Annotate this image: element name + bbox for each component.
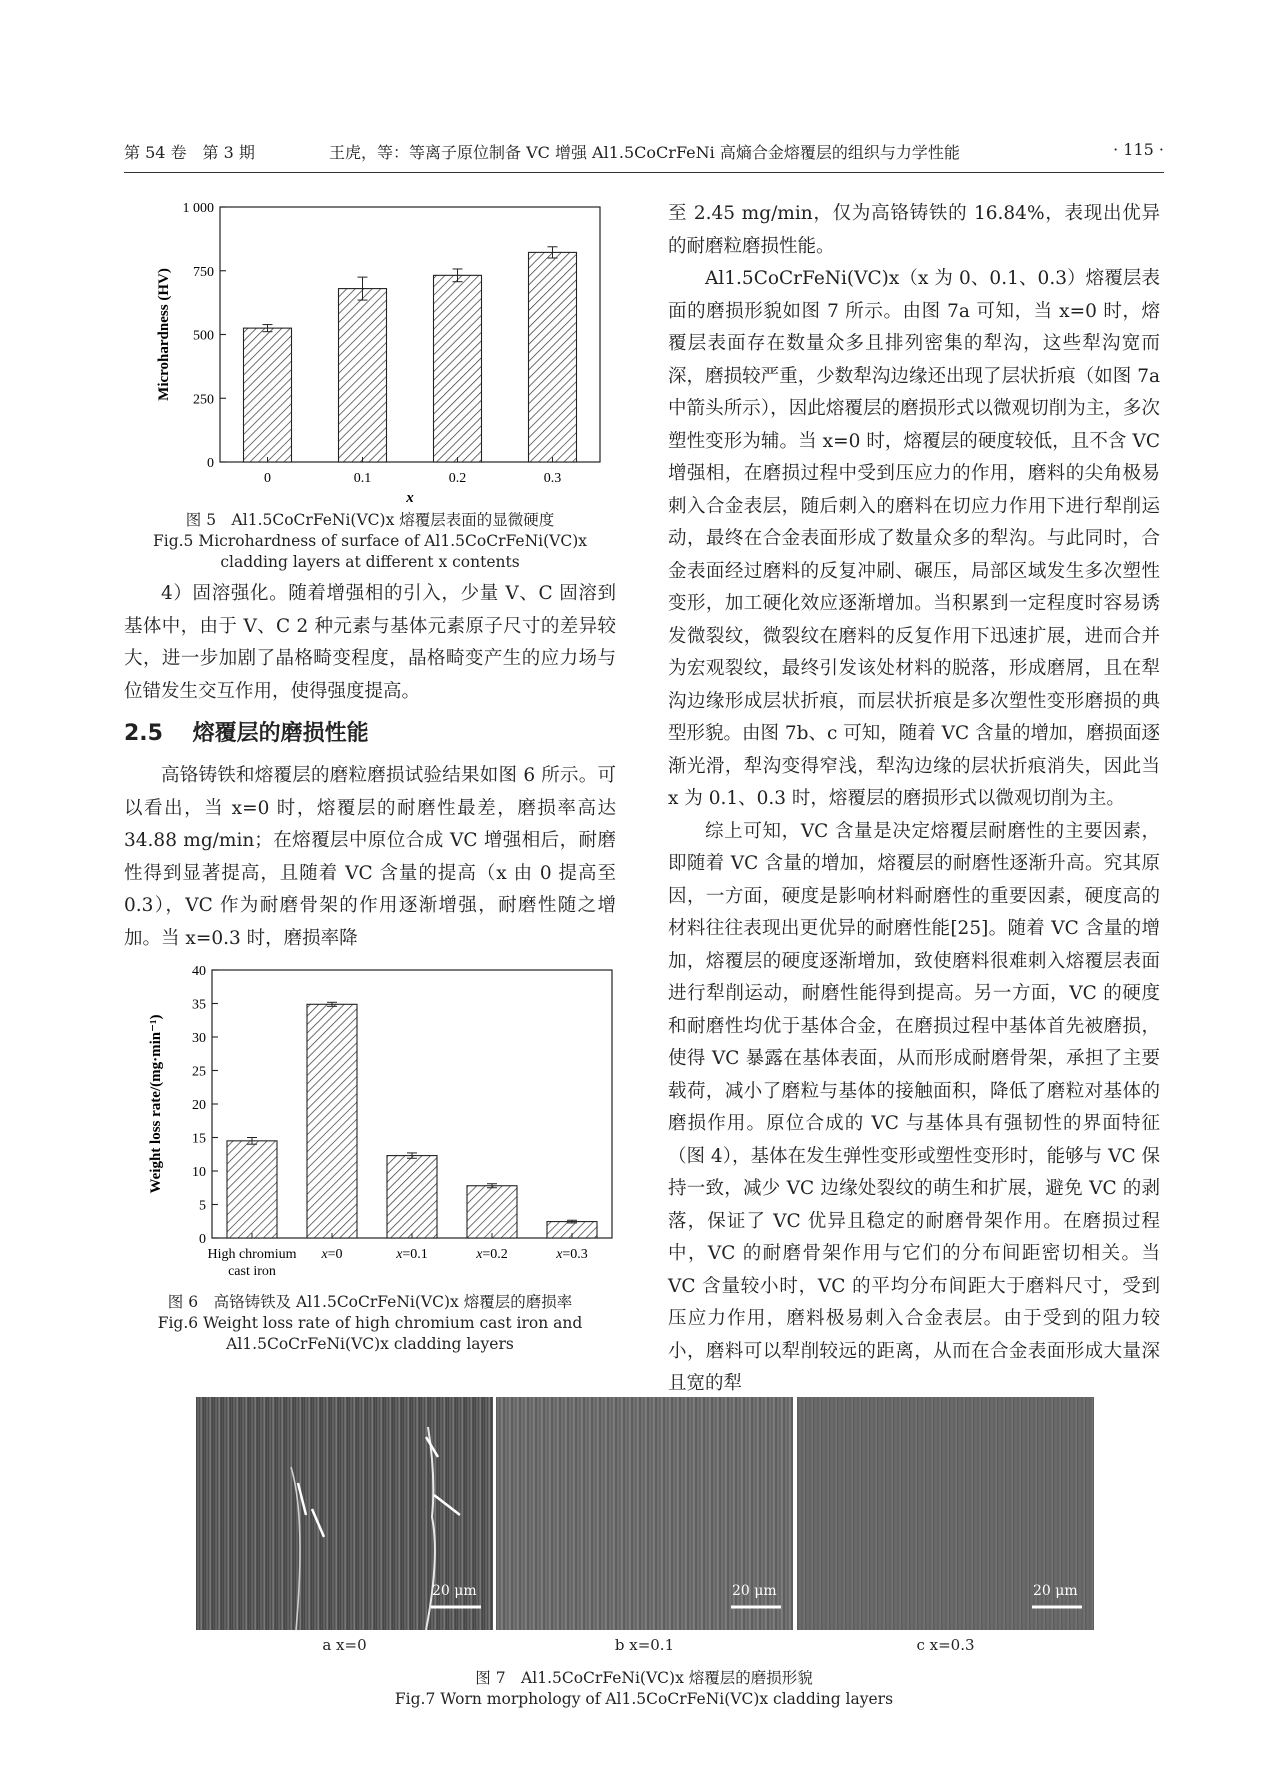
y-tick-label: 30 <box>192 1031 206 1046</box>
section-heading-2-5 <box>124 718 616 750</box>
y-tick-label: 250 <box>193 392 214 408</box>
bar <box>434 275 482 462</box>
paragraph-wear-results: 高铬铸铁和熔覆层的磨粒磨损试验结果如图 6 所示。可以看出，当 x=0 时，熔覆层的耐磨性最差，磨损率高达 34.88 mg/min；在熔覆层中原位合成 VC 增强相后，耐磨性得到显著提高，且随着 VC 含量的提高（x 由 0 提高至 0.3），VC 作为耐磨骨架的作用逐渐增强，耐磨性随之增加。当 x=0.3 时，磨损率降 <box>124 765 616 949</box>
arrow-icon <box>312 1509 324 1537</box>
section-title: 熔覆层的磨损性能 <box>192 721 369 746</box>
page-number: · 115 · <box>1113 140 1164 159</box>
y-tick-label: 35 <box>192 997 206 1013</box>
paragraph-summary: 综上可知，VC 含量是决定熔覆层耐磨性的主要因素，即随着 VC 含量的增加，熔覆层的耐磨性逐渐升高。究其原因，一方面，硬度是影响材料耐磨性的重要因素，硬度高的材料往往表现出更优异的耐磨性能[25]。随着 VC 含量的增加，熔覆层的硬度逐渐增加，致使磨料很难刺入熔覆层表面进行犁削运动，耐磨性能得到提高。另一方面，VC 的硬度和耐磨性均优于基体合金，在磨损过程中基体首先被磨损，使得 VC 暴露在基体表面，从而形成耐磨骨架，承担了主要载荷，减小了磨粒与基体的接触面积，降低了磨粒对基体的磨损作用。原位合成的 VC 与基体具有强韧性的界面特征（图 4），基体在发生弹性变形或塑性变形时，能够与 VC 保持一致，减少 VC 边缘处裂纹的萌生和扩展，避免 VC 的剥落，保证了 VC 优异且稳定的耐磨骨架作用。在磨损过程中，VC 的耐磨骨架作用与它们的分布间距密切相关。当 VC 含量较小时，VC 的平均分布间距大于磨料尺寸，受到压应力作用，磨料极易刺入合金表层。由于受到的阻力较小，磨料可以犁削较远的距离，从而在合金表面形成大量深且宽的犁 <box>668 820 1160 1394</box>
running-header <box>124 140 1164 164</box>
x-tick-label: x=0 <box>321 1247 343 1262</box>
scale-bar-label: 20 μm <box>432 1583 477 1599</box>
x-tick-label: High chromium <box>207 1247 297 1262</box>
bar <box>244 328 292 462</box>
fold-crease-2 <box>291 1467 300 1630</box>
right-column <box>668 198 1160 1401</box>
fig5-chart <box>156 195 610 506</box>
bar <box>307 1004 357 1238</box>
panel-label-c: c x=0.3 <box>916 1636 975 1654</box>
y-tick-label: 0 <box>199 1232 206 1247</box>
bar <box>529 252 577 462</box>
journal-volume: 第 54 卷 第 3 期 <box>124 143 255 162</box>
x-axis-label: x <box>406 490 414 506</box>
y-tick-label: 5 <box>199 1198 206 1214</box>
x-tick-label: 0.2 <box>448 471 467 486</box>
arrow-icon <box>434 1495 460 1515</box>
fig5-caption-cn: 图 5 Al1.5CoCrFeNi(VC)x 熔覆层表面的显微硬度 <box>185 511 555 529</box>
panel-label-b: b x=0.1 <box>614 1636 675 1654</box>
y-tick-label: 15 <box>192 1131 206 1147</box>
fig7-caption-cn: 图 7 Al1.5CoCrFeNi(VC)x 熔覆层的磨损形貌 <box>475 1669 813 1687</box>
y-tick-label: 20 <box>192 1098 206 1113</box>
fig5-caption-en-2: cladding layers at different x contents <box>220 553 520 571</box>
y-tick-label: 25 <box>192 1064 206 1080</box>
fig6-caption-en-2: Al1.5CoCrFeNi(VC)x cladding layers <box>226 1335 514 1353</box>
scale-bar-label: 20 μm <box>732 1583 777 1599</box>
y-tick-label: 0 <box>207 456 214 471</box>
x-tick-label: x=0.3 <box>556 1247 588 1262</box>
header-rule <box>124 172 1164 173</box>
y-tick-label: 750 <box>193 264 214 280</box>
section-number: 2.5 <box>124 721 163 746</box>
fig6-chart <box>140 962 620 1280</box>
fig7-caption-en: Fig.7 Worn morphology of Al1.5CoCrFeNi(VC)x cladding layers <box>394 1690 894 1708</box>
fig6-caption <box>124 1292 616 1355</box>
sem-image-a <box>196 1397 493 1630</box>
panel-label-a: a x=0 <box>322 1636 367 1654</box>
y-axis-label: Weight loss rate/(mg·min⁻¹) <box>148 1014 164 1194</box>
bar <box>339 289 387 462</box>
fold-crease <box>426 1427 435 1630</box>
bar <box>467 1186 517 1238</box>
bar <box>387 1156 437 1238</box>
fig6-caption-en-1: Fig.6 Weight loss rate of high chromium cast iron and <box>157 1314 583 1332</box>
scale-bar-label: 20 μm <box>1033 1583 1078 1599</box>
x-tick-label: cast iron <box>228 1264 276 1279</box>
bar <box>227 1141 277 1238</box>
paragraph-worn-morphology: Al1.5CoCrFeNi(VC)x（x 为 0、0.1、0.3）熔覆层表面的磨损形貌如图 7 所示。由图 7a 可知，当 x=0 时，熔覆层表面存在数量众多且排列密集的犁沟，这些犁沟宽而深，磨损较严重，少数犁沟边缘还出现了层状折痕（如图 7a 中箭头所示），因此熔覆层的磨损形式以微观切削为主，多次塑性变形为辅。当 x=0 时，熔覆层的硬度较低，且不含 VC 增强相，在磨损过程中受到压应力的作用，磨料的尖角极易刺入合金表层，随后刺入的磨料在切应力作用下进行犁削运动，最终在合金表面形成了数量众多的犁沟。与此同时，合金表面经过磨料的反复冲刷、碾压，局部区域发生多次塑性变形，加工硬化效应逐渐增加。当积累到一定程度时容易诱发微裂纹，微裂纹在磨料的反复作用下迅速扩展，进而合并为宏观裂纹，最终引发该处材料的脱落，形成磨屑，且在犁沟边缘形成层状折痕，而层状折痕是多次塑性变形磨损的典型形貌。由图 7b、c 可知，随着 VC 含量的增加，磨损面逐渐光滑，犁沟变得窄浅，犁沟边缘的层状折痕消失，因此当 x 为 0.1、0.3 时，熔覆层的磨损形式以微观切削为主。 <box>668 268 1161 809</box>
y-tick-label: 500 <box>193 328 214 344</box>
y-tick-label: 40 <box>192 964 206 979</box>
fig6-caption-cn: 图 6 高铬铸铁及 Al1.5CoCrFeNi(VC)x 熔覆层的磨损率 <box>167 1293 573 1311</box>
left-column-upper <box>124 578 616 955</box>
y-axis-label: Microhardness (HV) <box>156 268 172 401</box>
x-tick-label: 0 <box>264 471 271 486</box>
article-running-title: 王虎，等：等离子原位制备 VC 增强 Al1.5CoCrFeNi 高熵合金熔覆层的组织与力学性能 <box>329 143 960 162</box>
x-tick-label: 0.3 <box>543 471 562 486</box>
y-tick-label: 1 000 <box>182 201 214 216</box>
fig5-caption <box>124 510 616 573</box>
fig5-caption-en-1: Fig.5 Microhardness of surface of Al1.5CoCrFeNi(VC)x <box>153 532 587 550</box>
paragraph-wear-rate-cont: 至 2.45 mg/min，仅为高铬铸铁的 16.84%，表现出优异的耐磨粒磨损性能。 <box>668 203 1160 257</box>
y-tick-label: 10 <box>192 1165 206 1180</box>
fig7-caption <box>124 1668 1164 1710</box>
sem-image-c <box>797 1397 1094 1630</box>
x-tick-label: x=0.1 <box>396 1247 428 1262</box>
x-tick-label: 0.1 <box>353 471 372 486</box>
x-tick-label: x=0.2 <box>476 1247 508 1262</box>
paragraph-solid-solution: 4）固溶强化。随着增强相的引入，少量 V、C 固溶到基体中，由于 V、C 2 种元素与基体元素原子尺寸的差异较大，进一步加剧了晶格畸变程度，晶格畸变产生的应力场与位错发生交互作用，使得强度提高。 <box>124 583 616 702</box>
sem-image-b <box>496 1397 793 1630</box>
